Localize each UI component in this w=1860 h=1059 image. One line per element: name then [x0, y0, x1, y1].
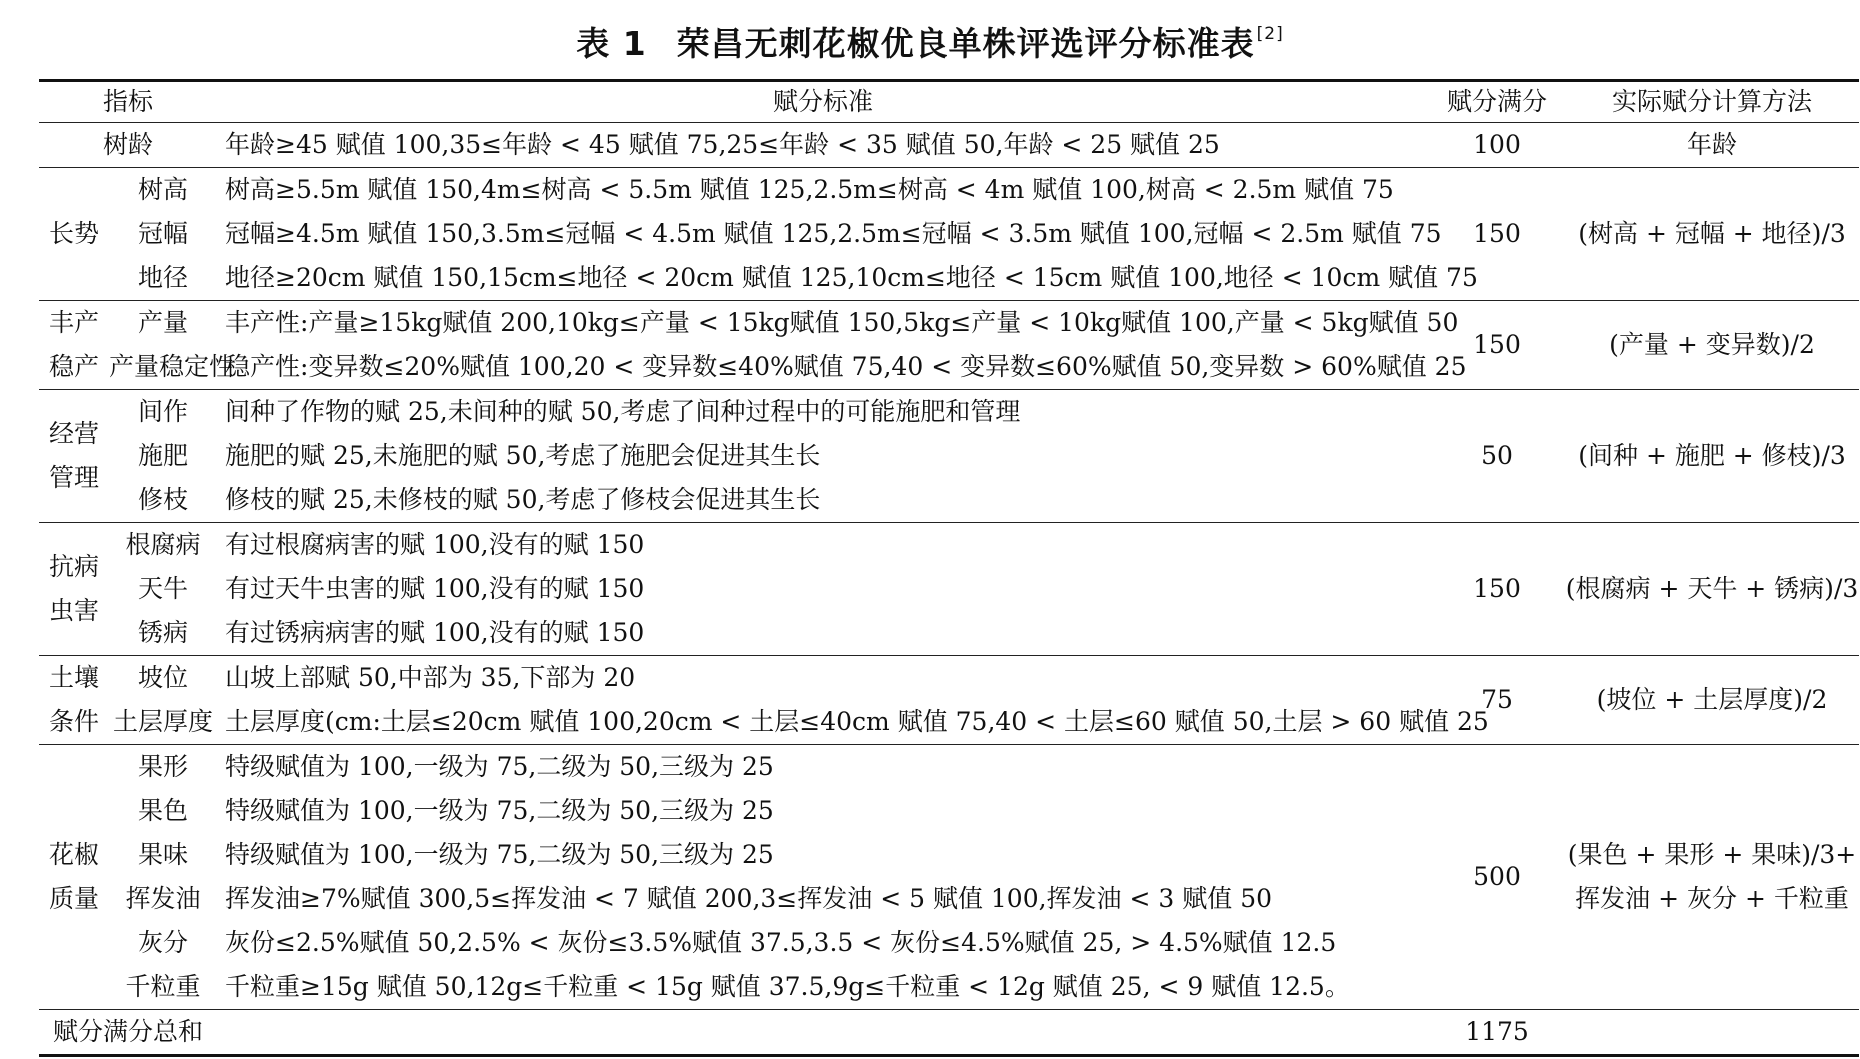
- standard-cell: 树高≥5.5m 赋值 150,4m≤树高 < 5.5m 赋值 125,2.5m≤树高 < 4m 赋值 100,树高 < 2.5m 赋值 75: [217, 168, 1429, 213]
- method-line1: (果色 + 果形 + 果味)/3+: [1567, 840, 1857, 869]
- table-row: [39, 745, 1859, 790]
- standard-cell: 丰产性:产量≥15kg赋值 200,10kg≤产量 < 15kg赋值 150,5kg≤产量 < 10kg赋值 100,产量 < 5kg赋值 50: [217, 301, 1429, 346]
- item-name: 冠幅: [138, 219, 189, 248]
- standard-cell: 施肥的赋 25,未施肥的赋 50,考虑了施肥会促进其生长: [225, 441, 821, 470]
- item-name: 间作: [109, 390, 217, 435]
- header-standard: 赋分标准: [217, 81, 1429, 123]
- method-cell: (树高 + 冠幅 + 地径)/3: [1565, 168, 1859, 301]
- standard-cell: 挥发油≥7%赋值 300,5≤挥发油 < 7 赋值 200,3≤挥发油 < 5 赋值 100,挥发油 < 3 赋值 50: [225, 884, 1273, 913]
- empty-cell: [1565, 1010, 1859, 1056]
- group-name-line1: 花椒: [48, 840, 99, 869]
- table-number: 表 1: [576, 24, 647, 63]
- standard-cell: 特级赋值为 100,一级为 75,二级为 50,三级为 25: [217, 745, 1429, 790]
- group-name: 树龄: [103, 130, 154, 159]
- header-method: 实际赋分计算方法: [1565, 81, 1859, 123]
- item-name: 果形: [109, 745, 217, 790]
- standard-cell: 灰份≤2.5%赋值 50,2.5% < 灰份≤3.5%赋值 37.5,3.5 < 灰份≤4.5%赋值 25, > 4.5%赋值 12.5: [225, 928, 1337, 957]
- group-name-line2: 稳产: [48, 352, 99, 381]
- item-name: 修枝: [138, 485, 189, 514]
- method-cell: 年龄: [1687, 130, 1738, 159]
- standard-cell: 千粒重≥15g 赋值 50,12g≤千粒重 < 15g 赋值 37.5,9g≤千粒重 < 12g 赋值 25, < 9 赋值 12.5。: [225, 972, 1350, 1001]
- group-name-line1: 抗病: [48, 552, 99, 581]
- standard-cell: 间种了作物的赋 25,未间种的赋 50,考虑了间种过程中的可能施肥和管理: [217, 390, 1429, 435]
- table-reference: [2]: [1256, 24, 1284, 44]
- table-row: [39, 656, 1859, 701]
- table-caption: 荣昌无刺花椒优良单株评选评分标准表: [676, 24, 1255, 63]
- standard-cell: 稳产性:变异数≤20%赋值 100,20 < 变异数≤40%赋值 75,40 < 变异数≤60%赋值 50,变异数 > 60%赋值 25: [225, 352, 1467, 381]
- group-name-line2: 管理: [48, 463, 99, 492]
- method-cell: (根腐病 + 天牛 + 锈病)/3: [1565, 523, 1859, 656]
- table-title: [0, 18, 1860, 65]
- header-row: [39, 81, 1859, 123]
- item-name: 产量: [109, 301, 217, 346]
- group-name-line2: 虫害: [48, 596, 99, 625]
- standard-cell: 土层厚度(cm:土层≤20cm 赋值 100,20cm < 土层≤40cm 赋值 75,40 < 土层≤60 赋值 50,土层 > 60 赋值 25: [225, 707, 1489, 736]
- group-name-line1: 丰产: [39, 301, 109, 346]
- table-row: [39, 390, 1859, 435]
- score-cell: 150: [1429, 301, 1565, 390]
- method-cell: [1565, 745, 1859, 1010]
- table-row: [39, 123, 1859, 168]
- group-name: [39, 745, 109, 1010]
- method-cell: (产量 + 变异数)/2: [1565, 301, 1859, 390]
- item-name: 灰分: [138, 928, 189, 957]
- item-name: 树高: [109, 168, 217, 213]
- standard-cell: 修枝的赋 25,未修枝的赋 50,考虑了修枝会促进其生长: [225, 485, 821, 514]
- score-cell: 500: [1429, 745, 1565, 1010]
- item-name: 果味: [138, 840, 189, 869]
- item-name: 产量稳定性: [109, 352, 235, 381]
- method-line2: 挥发油 + 灰分 + 千粒重: [1575, 884, 1849, 913]
- total-label: 赋分满分总和: [39, 1010, 217, 1056]
- item-name: 果色: [138, 796, 189, 825]
- empty-cell: [217, 1010, 1429, 1056]
- standard-cell: 年龄≥45 赋值 100,35≤年龄 < 45 赋值 75,25≤年龄 < 35 赋值 50,年龄 < 25 赋值 25: [225, 130, 1220, 159]
- item-name: 天牛: [138, 574, 189, 603]
- method-cell: (坡位 + 土层厚度)/2: [1565, 656, 1859, 745]
- table-row: [39, 168, 1859, 213]
- score-cell: 50: [1429, 390, 1565, 523]
- item-name: 土层厚度: [113, 707, 214, 736]
- header-full-score: 赋分满分: [1429, 81, 1565, 123]
- item-name: 根腐病: [109, 523, 217, 568]
- method-cell: (间种 + 施肥 + 修枝)/3: [1565, 390, 1859, 523]
- group-name-line2: 质量: [48, 884, 99, 913]
- item-name: 挥发油: [125, 884, 201, 913]
- total-row: [39, 1010, 1859, 1056]
- group-name: [39, 523, 109, 656]
- item-name: 坡位: [109, 656, 217, 701]
- score-cell: 75: [1429, 656, 1565, 745]
- standard-cell: 地径≥20cm 赋值 150,15cm≤地径 < 20cm 赋值 125,10cm≤地径 < 15cm 赋值 100,地径 < 10cm 赋值 75: [225, 263, 1478, 292]
- total-score: 1175: [1429, 1010, 1565, 1056]
- standard-cell: 有过根腐病害的赋 100,没有的赋 150: [217, 523, 1429, 568]
- scoring-standard-table: [39, 79, 1859, 1057]
- item-name: 地径: [138, 263, 189, 292]
- score-cell: 150: [1429, 168, 1565, 301]
- group-name-line2: 条件: [48, 707, 99, 736]
- group-name-line1: 土壤: [39, 656, 109, 701]
- score-cell: 100: [1473, 130, 1521, 159]
- group-name: 长势: [39, 168, 109, 301]
- group-name-line1: 经营: [48, 419, 99, 448]
- score-cell: 150: [1429, 523, 1565, 656]
- standard-cell: 特级赋值为 100,一级为 75,二级为 50,三级为 25: [225, 796, 774, 825]
- item-name: 锈病: [138, 618, 189, 647]
- standard-cell: 有过天牛虫害的赋 100,没有的赋 150: [225, 574, 645, 603]
- item-name: 千粒重: [125, 972, 201, 1001]
- standard-cell: 有过锈病病害的赋 100,没有的赋 150: [225, 618, 645, 647]
- table-row: [39, 301, 1859, 346]
- table-row: [39, 523, 1859, 568]
- group-name: [39, 390, 109, 523]
- standard-cell: 山坡上部赋 50,中部为 35,下部为 20: [217, 656, 1429, 701]
- header-indicator: 指标: [39, 81, 217, 123]
- standard-cell: 特级赋值为 100,一级为 75,二级为 50,三级为 25: [225, 840, 774, 869]
- item-name: 施肥: [138, 441, 189, 470]
- standard-cell: 冠幅≥4.5m 赋值 150,3.5m≤冠幅 < 4.5m 赋值 125,2.5m≤冠幅 < 3.5m 赋值 100,冠幅 < 2.5m 赋值 75: [225, 219, 1442, 248]
